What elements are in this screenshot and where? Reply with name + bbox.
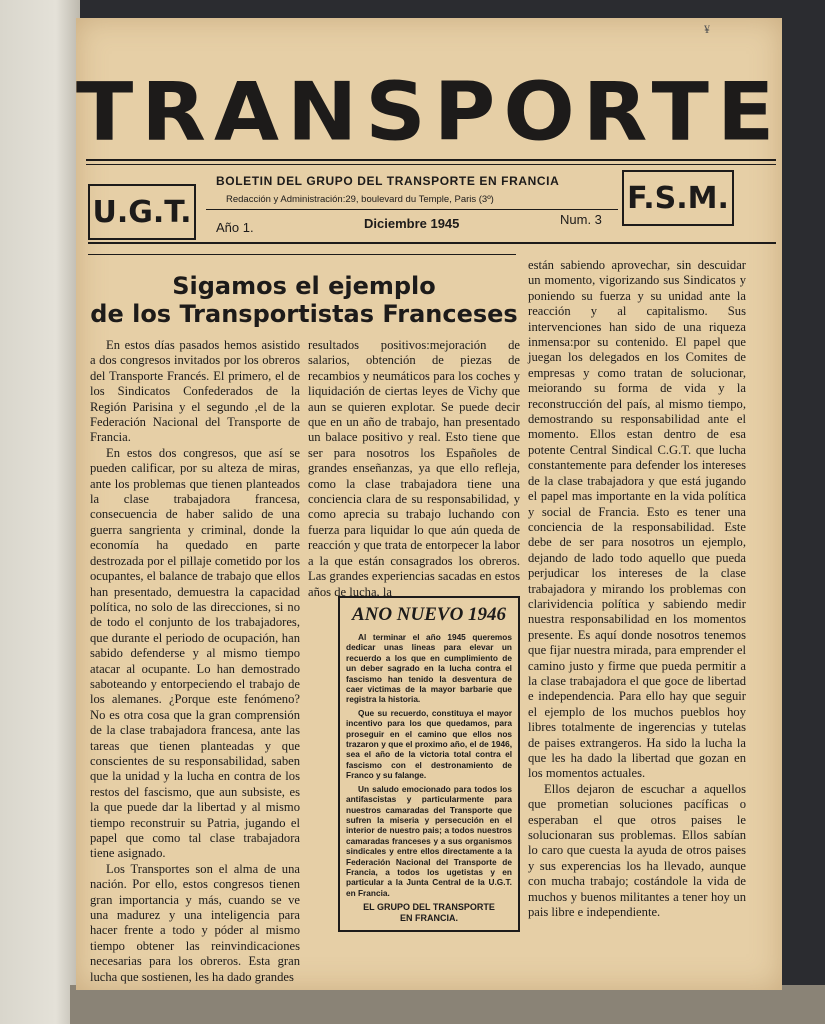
inset-paragraph: Un saludo emocionado para todos los antifascistas y particularmente para nuestros camaradas del Transporte que sufren la miseria y persecución en el interior de nuestro pais; a todos nuestros camaradas franceses y a sus organismos sindicales y entre ellos directamente a la Federación Nacional del Transporte de Francia, a todos los ugetistas y en particular a la Junta Central de la U.G.T. en Francia. <box>346 783 512 898</box>
headline-top-rule <box>88 254 516 255</box>
issue-number: Num. 3 <box>560 212 602 227</box>
article-column-1 <box>90 338 300 985</box>
col1-paragraph: En estos días pasados hemos asistido a dos congresos invitados por los obreros del Transporte Francés. El primero, el de los Sindicatos Confederados de la Región Parisina y el segundo ,el de la Federación Nacional del Transporte de Francia. <box>90 338 300 445</box>
address-line: Redacción y Administración:29, boulevard du Temple, Paris (3º) <box>226 194 494 205</box>
scanner-background <box>70 985 825 1024</box>
masthead-rule-thin <box>86 164 776 165</box>
article-column-3 <box>528 258 746 920</box>
signature-line-1: EL GRUPO DEL TRANSPORTE <box>363 902 495 913</box>
page-mark: ¥ <box>704 22 710 36</box>
issue-year: Año 1. <box>216 220 254 235</box>
bulletin-subtitle: BOLETIN DEL GRUPO DEL TRANSPORTE EN FRANCIA <box>216 174 560 188</box>
inset-paragraph: Al terminar el año 1945 queremos dedicar unas lineas para elevar un recuerdo a los que en cumplimiento de un deber sagrado en la lucha contra el fascismo han tenido la desventura de caer victimas de la mayor barbarie que registra la historia. <box>346 632 512 705</box>
left-page-edge <box>0 0 80 1024</box>
fsm-box: F.S.M. <box>622 170 734 226</box>
header-inner-rule <box>206 209 618 210</box>
col2-paragraph: resultados positivos:mejoración de salarios, obtención de piezas de recambios y neumáticos para los coches y liquidación de ciertas leyes de Vichy que aun se quieren explotar. Se puede decir que en un año de trabajo, han presentado un balace positivo y real. Esto tiene que ser para nosotros los Españoles de grandes enseñanzas, ya que ello refleja, como la clase trabajadora tiene una conciencia clara de su responsabilidad, y como aprecia su trabajo luchando con fuerza para liquidar lo que aún queda de reacción y que trata de entorpecer la labor a la que están consagrados los obreros. Las grandes experiencias sacadas en estos años de lucha, la <box>308 338 520 599</box>
new-year-box <box>338 596 520 932</box>
col3-paragraph: están sabiendo aprovechar, sin descuidar un momento, vigorizando sus Sindicatos y poniendo su fuerza y su unidad ante la reacción y al capitalismo. Sus intervenciones han sido de una riqueza inmensa:por su contenido. El papel que juegan los delegados en los Comites de empresas y como tratan de solucionar, meiorando su forma de vida y la reconstrucción del país, al mismo tiempo, demostrando su responsabilidad ante el momento. Ellos estan dentro de esa potente Central Sindical C.G.T. que lucha constantemente para defender los intereses de la clase trabajadora y que está jugando el papel mas importante en la vida política y social de Francia. Esto es tener una conciencia de la responsabilidad. Este debe de ser para nosotros un ejemplo, dejando de lado todo aquello que pueda perjudicar los intereses de la clase trabajadora y mirando los problemas con clarividencia política y sabiendo medir nuestra responsabilidad en los momentos presente. Es aquí donde nosotros tenemos que fijar nuestra mirada, para emprender el camino justo y firme que pueda permitir a la clase trabajadora el que goce de libertad e independencia. Para ello hay que seguir el ejemplo de los muchos pueblos hoy libres totalmente de ingerencias y tutelas de paises extrangeros. Ha sido la lucha la que les ha dado la libertad que gozan en los momentos actuales. <box>528 258 746 781</box>
signature-line-2: EN FRANCIA. <box>400 913 458 924</box>
inset-signature <box>346 902 512 924</box>
article-column-2 <box>308 338 520 600</box>
col3-paragraph: Ellos dejaron de escuchar a aquellos que prometian soluciones pacíficas o esperaban el que otros paises le solucionaran sus problemas. Ellos sabían lo caro que cuesta la ayuda de otros paises y sus experencias los ha llevado, aunque con mucha trabajo; costándole la vida de muchos y buenos militantes a tener hoy un pais libre e independiente. <box>528 781 746 920</box>
col1-paragraph: En estos dos congresos, que así se pueden calificar, por su alteza de miras, ante los problemas que tienen planteados la clase trabajadora francesa, consecuencia de haber salido de una guerra sangrienta y criminal, donde la economía ha quedado en parte destrozada por el pillaje cometido por los ocupantes, el balance de trabajo que ellos han presentado, demuestra la capacidad política, no solo de las direcciones, si no de todo el conjunto de los trabajadores, que durante el periodo de ocupación, han sabido defenderse y al mismo tiempo atacar al ocupante. Lo han demostrado saboteando y entorpeciendo el trabajo de los alemanes. ¿Porque este fenómeno? No es otra cosa que la gran comprensión de la clase trabajadora francesa, ante las tareas que tienen planteadas y que conscientes de su responsabilidad, saben que la unidad y la lucha en contra de los restos del fascismo, que aun subsiste, es la que puede dar la libertad y al mismo tiempo reconstruir su Patria, jugando el papel que como tal clase trabajadora tiene asignado. <box>90 445 300 861</box>
headline-line-1: Sigamos el ejemplo <box>172 272 436 300</box>
inset-title: ANO NUEVO 1946 <box>351 604 507 625</box>
masthead-rule <box>86 159 776 161</box>
col1-paragraph: Los Transportes son el alma de una nación. Por ello, estos congresos tienen gran importancia y más, cuando se ve una madurez y una inteligencia para hacer frente a todo y póder al mismo tiempo obtener las reinvindicaciones necesarias para los obreros. Esta gran lucha que sostienen, les ha dado grandes <box>90 861 300 984</box>
ugt-box: U.G.T. <box>88 184 196 240</box>
header-bottom-rule <box>88 242 776 244</box>
article-headline <box>84 272 524 328</box>
headline-line-2: de los Transportistas Franceses <box>90 300 518 328</box>
masthead-title: TRANSPORTE <box>76 65 783 159</box>
inset-paragraph: Que su recuerdo, constituya el mayor incentivo para los que quedamos, para proseguir en el camino que ellos nos trazaron y que el proximo año, el de 1946, sea el año de la victoria total contra el fascismo con el destronamiento de Franco y su falange. <box>346 707 512 781</box>
newspaper-page <box>76 18 782 990</box>
issue-date: Diciembre 1945 <box>364 216 460 231</box>
